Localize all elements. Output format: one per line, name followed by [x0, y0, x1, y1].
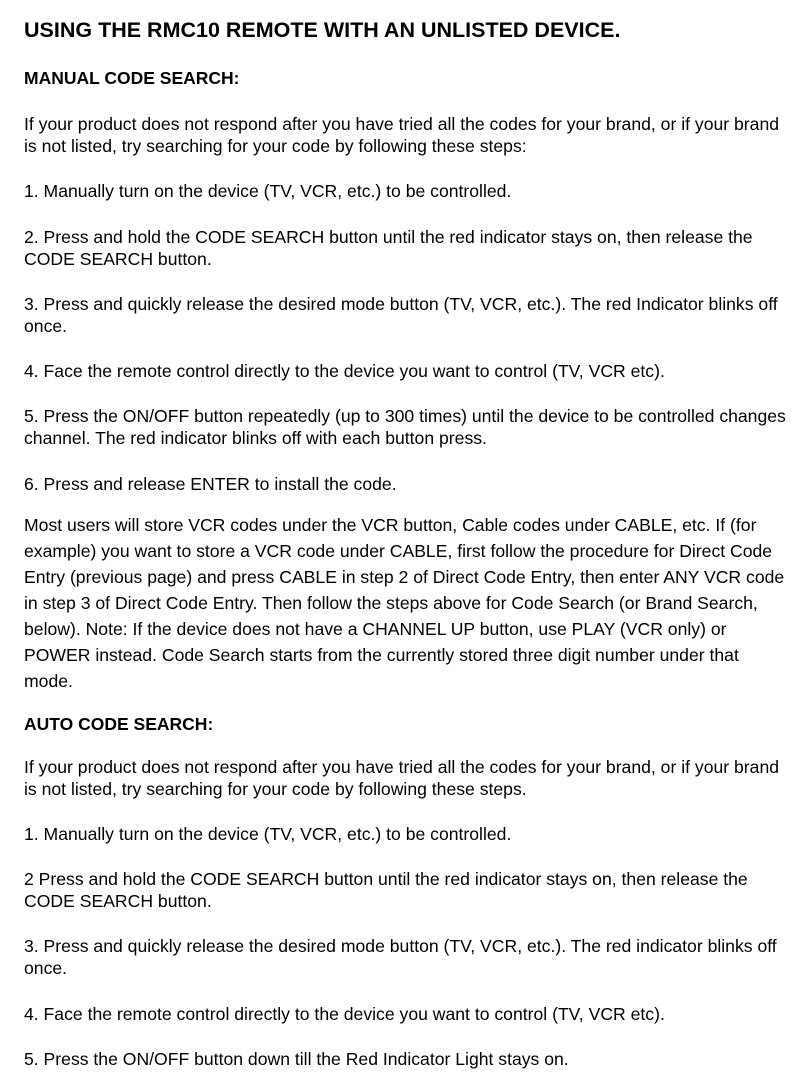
document-title: USING THE RMC10 REMOTE WITH AN UNLISTED DEVICE.: [24, 18, 621, 42]
auto-code-search-heading: AUTO CODE SEARCH:: [24, 714, 214, 734]
auto-step-3: 3. Press and quickly release the desired mode button (TV, VCR, etc.). The red indicator blinks off once.: [24, 936, 777, 978]
manual-intro-paragraph: If your product does not respond after you have tried all the codes for your brand, or if your brand is not listed, try searching for your code by following these steps:: [24, 114, 780, 156]
auto-step-2: 2 Press and hold the CODE SEARCH button until the red indicator stays on, then release the CODE SEARCH button.: [24, 869, 748, 911]
manual-step-1: 1. Manually turn on the device (TV, VCR, etc.) to be controlled.: [24, 181, 512, 201]
auto-intro-paragraph: If your product does not respond after you have tried all the codes for your brand, or if your brand is not listed, try searching for your code by following these steps.: [24, 757, 780, 799]
auto-step-4: 4. Face the remote control directly to the device you want to control (TV, VCR etc).: [24, 1004, 665, 1024]
manual-step-6: 6. Press and release ENTER to install the code.: [24, 474, 397, 494]
vcr-cable-note-paragraph: Most users will store VCR codes under the VCR button, Cable codes under CABLE, etc. If (for example) you want to store a VCR code under CABLE, first follow the procedure for Direct Code Entry (previous page) and press CABLE in step 2 of Direct Code Entry, then enter ANY VCR code in step 3 of Direct Code Entry. Then follow the steps above for Code Search (or Brand Search, below). Note: If the device does not have a CHANNEL UP button, use PLAY (VCR only) or POWER instead. Code Search starts from the currently stored three digit number under that mode.: [24, 515, 785, 691]
manual-step-4: 4. Face the remote control directly to the device you want to control (TV, VCR etc).: [24, 361, 665, 381]
auto-step-5: 5. Press the ON/OFF button down till the Red Indicator Light stays on.: [24, 1049, 569, 1069]
manual-code-search-heading: MANUAL CODE SEARCH:: [24, 68, 240, 88]
document-page: [24, 0, 792, 1091]
auto-step-1: 1. Manually turn on the device (TV, VCR, etc.) to be controlled.: [24, 824, 512, 844]
manual-step-3: 3. Press and quickly release the desired mode button (TV, VCR, etc.). The red Indicator blinks off once.: [24, 294, 778, 336]
manual-step-2: 2. Press and hold the CODE SEARCH button until the red indicator stays on, then release the CODE SEARCH button.: [24, 227, 753, 269]
manual-step-5: 5. Press the ON/OFF button repeatedly (up to 300 times) until the device to be controlled changes channel. The red indicator blinks off with each button press.: [24, 406, 786, 448]
